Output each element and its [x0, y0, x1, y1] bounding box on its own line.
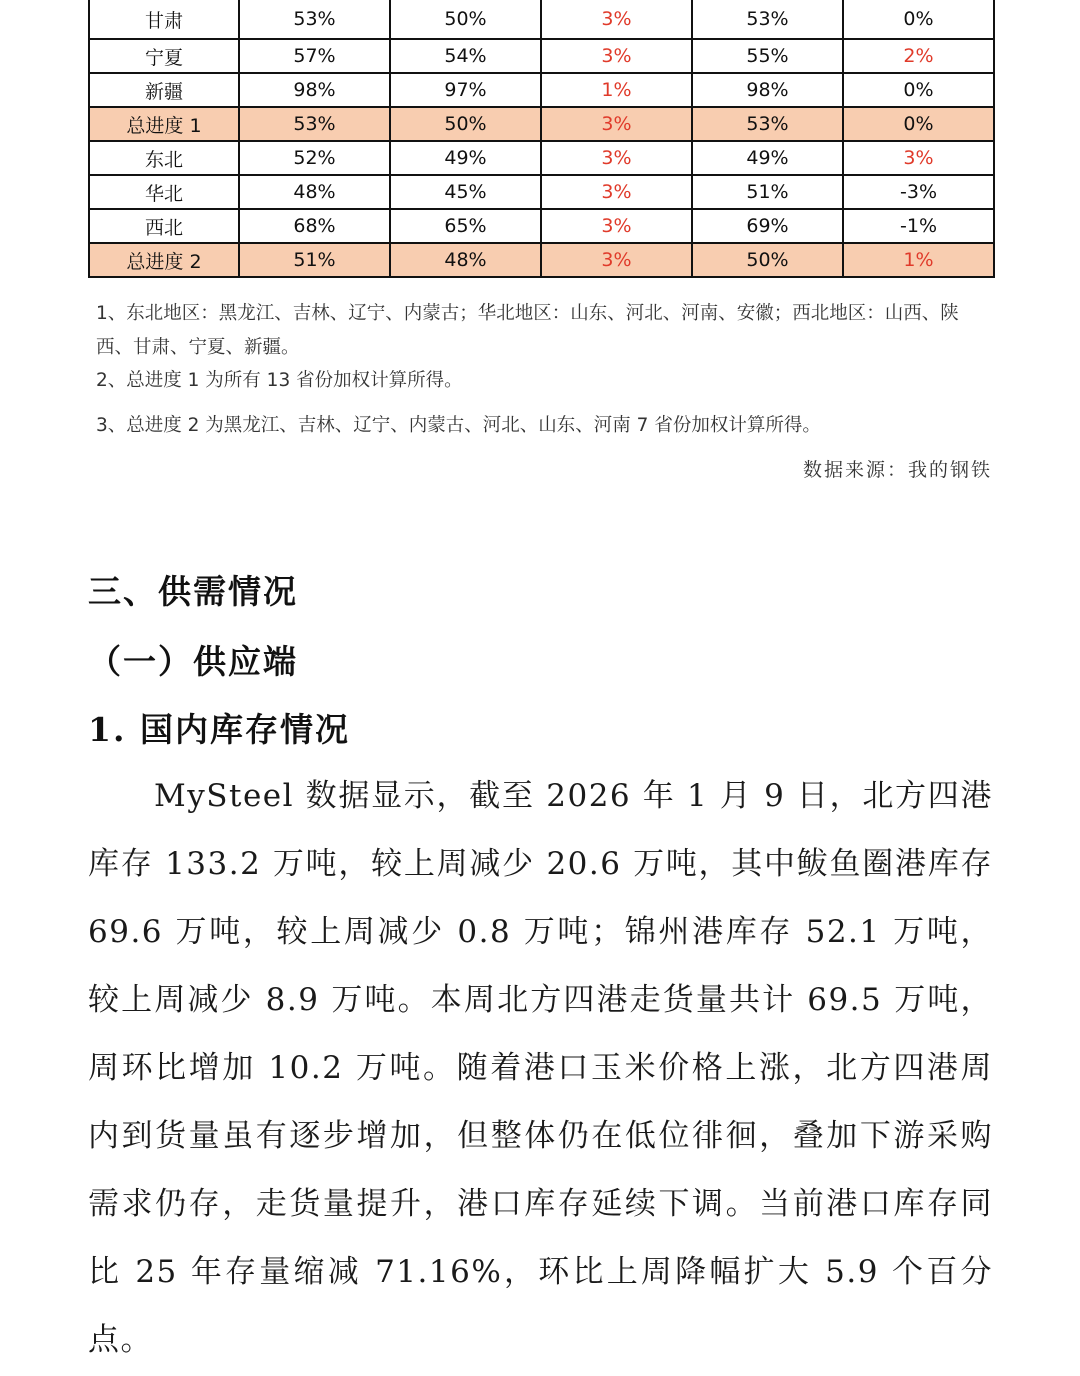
table-total-row — [89, 107, 994, 141]
table-cell: 0% — [843, 0, 994, 39]
table-cell: 54% — [390, 39, 541, 73]
table-cell: -1% — [843, 209, 994, 243]
table-cell: 1% — [843, 243, 994, 277]
table-cell: 97% — [390, 73, 541, 107]
table-row — [89, 39, 994, 73]
table-cell: 48% — [239, 175, 390, 209]
table-row — [89, 0, 994, 39]
body-paragraph: MySteel 数据显示，截至 2026 年 1 月 9 日，北方四港库存 133.2 万吨，较上周减少 20.6 万吨，其中鲅鱼圈港库存 69.6 万吨，较上周减少 0.8 万吨；锦州港库存 52.1 万吨，较上周减少 8.9 万吨。本周北方四港走货量共计 69.5 万吨，周环比增加 10.2 万吨。随着港口玉米价格上涨，北方四港周内到货量虽有逐步增加，但整体仍在低位徘徊，叠加下游采购需求仍存，走货量提升，港口库存延续下调。当前港口库存同比 25 年存量缩减 71.16%，环比上周降幅扩大 5.9 个百分点。 — [88, 778, 993, 1358]
table-row — [89, 141, 994, 175]
footnote-1: 1、东北地区：黑龙江、吉林、辽宁、内蒙古；华北地区：山东、河北、河南、安徽；西北地区：山西、陕西、甘肃、宁夏、新疆。 — [96, 303, 959, 358]
table-cell: 68% — [239, 209, 390, 243]
table-row — [89, 73, 994, 107]
table-cell: 50% — [692, 243, 843, 277]
table-cell: 1% — [541, 73, 692, 107]
table-cell: 3% — [541, 107, 692, 141]
table-row — [89, 209, 994, 243]
table-cell: 3% — [843, 141, 994, 175]
progress-table-wrapper — [88, 0, 993, 278]
table-cell: 0% — [843, 107, 994, 141]
table-cell: 52% — [239, 141, 390, 175]
item-heading: 1. 国内库存情况 — [88, 710, 350, 749]
table-cell: 51% — [692, 175, 843, 209]
table-row-label: 华北 — [89, 175, 239, 209]
table-cell: 49% — [692, 141, 843, 175]
table-cell: 3% — [541, 39, 692, 73]
table-row — [89, 175, 994, 209]
table-cell: 3% — [541, 243, 692, 277]
table-cell: 3% — [541, 175, 692, 209]
table-cell: 2% — [843, 39, 994, 73]
table-cell: 53% — [692, 0, 843, 39]
table-cell: 65% — [390, 209, 541, 243]
table-cell: 3% — [541, 0, 692, 39]
table-cell: 3% — [541, 141, 692, 175]
table-cell: 69% — [692, 209, 843, 243]
table-cell: 49% — [390, 141, 541, 175]
table-row-label: 宁夏 — [89, 39, 239, 73]
subsection-heading: （一）供应端 — [88, 642, 298, 681]
table-row-label: 新疆 — [89, 73, 239, 107]
table-cell: 0% — [843, 73, 994, 107]
table-cell: 45% — [390, 175, 541, 209]
footnote-2: 2、总进度 1 为所有 13 省份加权计算所得。 — [96, 370, 463, 391]
table-row-label: 甘肃 — [89, 0, 239, 39]
table-cell: 98% — [692, 73, 843, 107]
table-cell: 3% — [541, 209, 692, 243]
table-row-label: 总进度 1 — [89, 107, 239, 141]
table-cell: 53% — [239, 0, 390, 39]
progress-table — [88, 0, 995, 278]
footnote-3: 3、总进度 2 为黑龙江、吉林、辽宁、内蒙古、河北、山东、河南 7 省份加权计算所得。 — [96, 415, 821, 436]
table-cell: 48% — [390, 243, 541, 277]
table-cell: 53% — [692, 107, 843, 141]
table-cell: 50% — [390, 0, 541, 39]
table-cell: 55% — [692, 39, 843, 73]
table-cell: 50% — [390, 107, 541, 141]
table-row-label: 东北 — [89, 141, 239, 175]
table-cell: 53% — [239, 107, 390, 141]
table-cell: 98% — [239, 73, 390, 107]
table-row-label: 总进度 2 — [89, 243, 239, 277]
table-total-row — [89, 243, 994, 277]
table-row-label: 西北 — [89, 209, 239, 243]
data-source: 数据来源：我的钢铁 — [802, 459, 992, 481]
table-cell: 51% — [239, 243, 390, 277]
progress-table-body — [89, 0, 994, 277]
table-cell: 57% — [239, 39, 390, 73]
section-heading: 三、供需情况 — [88, 572, 298, 611]
table-cell: -3% — [843, 175, 994, 209]
